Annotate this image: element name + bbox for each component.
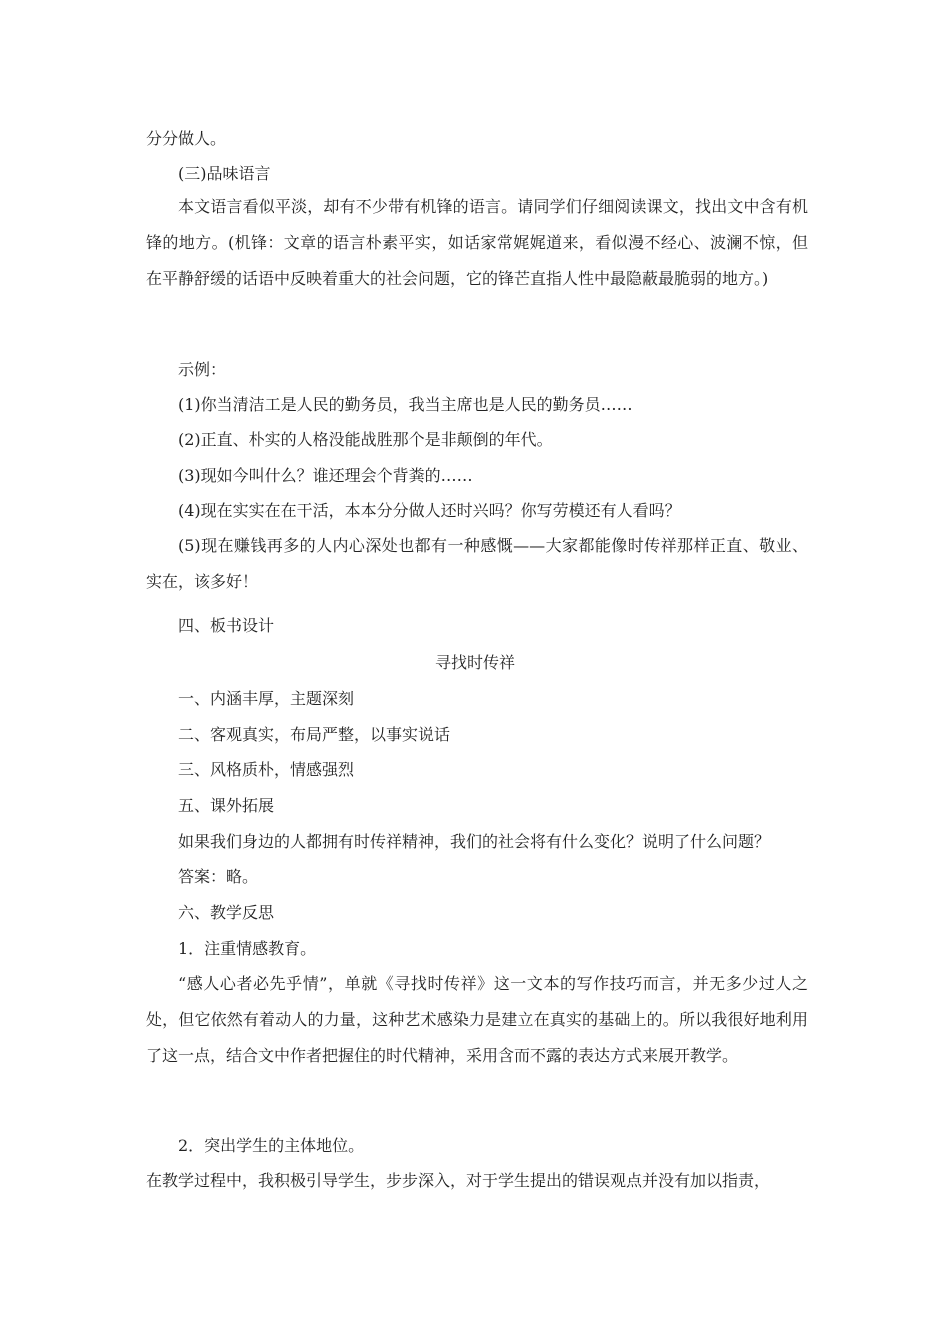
- section-heading-language: (三)品味语言: [178, 164, 271, 183]
- reflection-point-title: 1．注重情感教育。: [178, 939, 317, 958]
- section-heading-reflection: 六、教学反思: [178, 903, 275, 922]
- reflection-point-text: 在教学过程中，我积极引导学生，步步深入，对于学生提出的错误观点并没有加以指责，: [146, 1171, 771, 1190]
- board-item: 二、客观真实，布局严整，以事实说话: [178, 725, 451, 744]
- paragraph-language: 本文语言看似平淡，却有不少带有机锋的语言。请同学们仔细阅读课文，找出文中含有机锋的地方。(机锋：文章的语言朴素平实，如话家常娓娓道来，看似漫不经心、波澜不惊，但在平静舒缓的话语中反映着重大的社会问题，它的锋芒直指人性中最隐蔽最脆弱的地方。): [146, 197, 808, 288]
- section-heading-extend: 五、课外拓展: [178, 796, 275, 815]
- board-title: 寻找时传祥: [434, 653, 515, 672]
- example-item: (1)你当清洁工是人民的勤务员，我当主席也是人民的勤务员……: [178, 395, 633, 414]
- extend-answer: 答案：略。: [178, 867, 259, 886]
- example-item: (4)现在实实在在干活，本本分分做人还时兴吗？你写劳模还有人看吗？: [178, 501, 681, 520]
- example-item: (3)现如今叫什么？谁还理会个背粪的……: [178, 466, 473, 485]
- reflection-point-text: “感人心者必先乎情”，单就《寻找时传祥》这一文本的写作技巧而言，并无多少过人之处，但它依然有着动人的力量，这种艺术感染力是建立在真实的基础上的。所以我很好地利用了这一点，结合文中作者把握住的时代精神，采用含而不露的表达方式来展开教学。: [146, 974, 808, 1065]
- continued-line: 分分做人。: [146, 129, 227, 148]
- example-item: (5)现在赚钱再多的人内心深处也都有一种感慨——大家都能像时传祥那样正直、敬业、实在，该多好！: [146, 536, 808, 591]
- examples-label: 示例：: [178, 360, 227, 379]
- example-item: (2)正直、朴实的人格没能战胜那个是非颠倒的年代。: [178, 430, 553, 449]
- extend-question: 如果我们身边的人都拥有时传祥精神，我们的社会将有什么变化？说明了什么问题？: [178, 832, 771, 851]
- reflection-point-title: 2．突出学生的主体地位。: [178, 1136, 365, 1155]
- board-item: 一、内涵丰厚，主题深刻: [178, 689, 355, 708]
- board-item: 三、风格质朴，情感强烈: [178, 760, 355, 779]
- section-heading-board: 四、板书设计: [178, 616, 275, 635]
